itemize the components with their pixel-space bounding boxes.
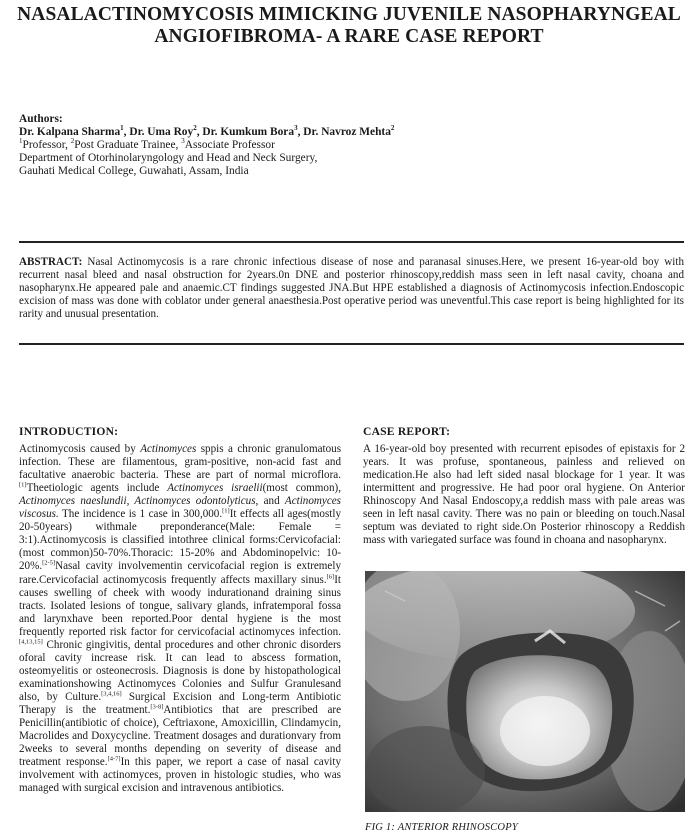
case-report-section	[363, 425, 685, 547]
abstract-bottom-rule	[19, 343, 684, 345]
title-line-2: ANGIOFIBROMA- A RARE CASE REPORT	[154, 26, 544, 47]
abstract-label: ABSTRACT:	[19, 256, 83, 268]
figure-caption: FIG 1: ANTERIOR RHINOSCOPY	[365, 822, 518, 833]
author-1-affil: 1	[120, 124, 124, 133]
college: Gauhati Medical College, Guwahati, Assam, India	[19, 165, 249, 177]
title-line-1: NASALACTINOMYCOSIS MIMICKING JUVENILE NASOPHARYNGEAL	[17, 4, 681, 25]
author-1: Dr. Kalpana Sharma	[19, 126, 121, 138]
abstract-top-rule	[19, 241, 684, 243]
role-3: Associate Professor	[184, 139, 275, 151]
authors-label: Authors:	[19, 113, 63, 125]
introduction-section	[19, 425, 341, 795]
role-2: Post Graduate Trainee,	[74, 139, 179, 151]
article-title	[0, 4, 698, 48]
endoscopy-photo	[365, 571, 685, 812]
case-report-heading: CASE REPORT:	[363, 425, 451, 438]
author-names: Dr. Kalpana Sharma$^1$, Dr. Uma Roy$^2$, Dr. Kumkum Bora$^3$, Dr. Navroz Mehta$^2$	[19, 124, 395, 138]
author-2: Dr. Uma Roy	[129, 126, 194, 138]
author-roles: $^1$Professor, $^2$Post Graduate Trainee, $^3$Associate Professor	[19, 137, 275, 151]
abstract	[19, 256, 684, 321]
author-4-affil: 2	[390, 124, 395, 133]
department: Department of Otorhinolaryngology and Head and Neck Surgery,	[19, 152, 318, 164]
abstract-text: Nasal Actinomycosis is a rare chronic infectious disease of nose and paranasal sinuses.Here, we present 16-year-old boy with recurrent nasal bleed and nasal obstruction for 2years.0n DNE and posterior rhinoscopy,reddish mass seen in left nasal cavity, choana and nasopharynx.He appeared pale and anaemic.CT findings suggested JNA.But HPE established a diagnosis of Actinomycosis infection.Endoscopic excision of mass was done with cobl​ator under general anaesthesia.Post operative period was uneventful.This case report is being highlighted for its rarity and unusual presentation.	[19, 256, 684, 321]
author-4: Dr. Navroz Mehta	[303, 126, 391, 138]
introduction-heading: INTRODUCTION:	[19, 425, 119, 438]
introduction-text: Actinomycosis caused by Actinomyces sppis a chronic granulomatous infection. These are filamentous, gram-positive, non-acid fast and facultative anaerobic bacteria. These are part of normal microflora.[1]Theetiologic agents include Actinomyces israelii(most common), Actinomyces naeslundii, Actinomyces odontolyticus, and Actinomyces viscosus. The incidence is 1 case in 300,000.[1]It effects all ages(mostly 20-50years) withmale preponderance(Male: Female = 3:1).Actinomycosis is classified intothree clinical forms:Cervicofacial: (most common)50-70%.Thoracic: 15-20% and Abdominopelvic: 10-20%.[2-5]Nasal cavity involvementin cervicofacial region is extremely rare.Cervicofacial actinomycosis frequently affects maxillary sinus.[6]It causes swelling of cheek with woody indurationand draining sinus tracts. Isolated lesions of tongue, salivary glands, infratemporal fossa and larynxhave been reported.Poor dental hygiene is the most frequently reported risk factor for cervicofacial actinomyces infection.[4,13,15] Chronic gingivitis, dental procedures and other chronic disorders oforal cavity increase risk. It can lead to abscess formation, osteomyelitis or osteonecrosis. Diagnosis is done by histopathological examinationshowing Actinomyces Colonies and Sulfur Granulesand also, by Culture.[3,4,16] Surgical Excision and Long-term Antibiotic Therapy is the treatment.[3-8]Antibiotics that are prescribed are Penicillin(antibiotic of choice), Ceftriaxone, Amoxicillin, Clindamycin, Macrolides and Doxycycline. Treatment dosages and durationvary from 2weeks to several months depending on severity of disease and treatment response.[4-7]In this paper, we report a case of nasal cavity involvement with actinomyces, proven in histologic studies, who was managed with surgical excision and intravenous antibiotics.	[19, 443, 342, 795]
author-3-affil: 3	[294, 124, 298, 133]
author-3: Dr. Kumkum Bora	[202, 126, 295, 138]
authors-block	[19, 113, 679, 178]
role-1: Professor,	[22, 139, 68, 151]
author-2-affil: 2	[193, 124, 197, 133]
rhinoscopy-figure-image	[365, 571, 685, 812]
case-report-text: A 16-year-old boy presented with recurrent episodes of epistaxis for 2 years. It was profuse, spontaneous, painless and relieved on medication.He also had left sided nasal blockage for 1 year. It was intermittent and progressive. He had poor oral hygiene. On Anterior Rhinoscopy And Nasal Endoscopy,a reddish mass with pale areas was seen in left nasal cavity. There was no pain or bleeding on touch.Nasal septum was deviated to right side.On Posterior rhinoscopy a Reddish mass with variegated surface was found in choana and nasopharynx.	[363, 443, 685, 547]
